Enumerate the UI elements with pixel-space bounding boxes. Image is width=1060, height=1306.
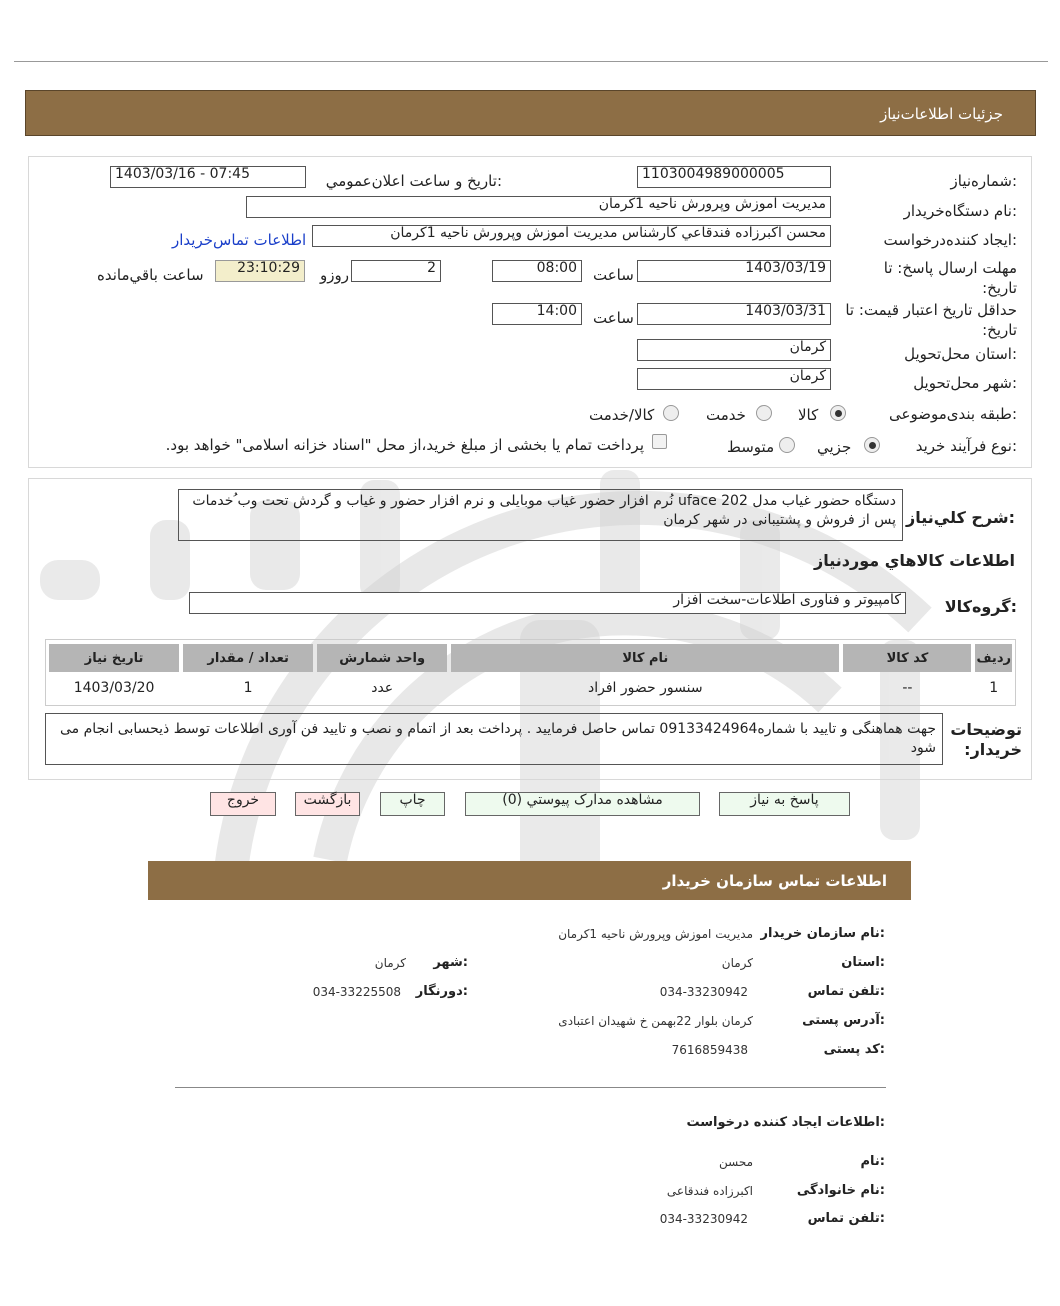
- cell-code: --: [902, 680, 913, 696]
- cell-date: 1403/03/20: [73, 680, 155, 696]
- province-field: كرمان: [637, 339, 831, 361]
- cell-name: سنسور حضور افراد: [588, 680, 703, 696]
- category-option-service: خدمت: [706, 406, 746, 424]
- payment-note: پرداخت تمام يا بخشی از مبلغ خريد،از محل "اسناد خزانه اسلامی" خواهد بود.: [165, 436, 644, 454]
- contact-title: اطلاعات تماس سازمان خریدار: [662, 872, 887, 890]
- cell-row: 1: [989, 680, 999, 696]
- deadline-label: مهلت ارسال پاسخ: تا تاريخ:: [883, 259, 1017, 297]
- announce-field: 1403/03/16 - 07:45: [110, 166, 306, 188]
- notes-field: جهت هماهنگی و تایید با شماره09133424964 تماس حاصل فرمایید . پرداخت بعد از اتمام و نصب و تایید فن آوری اطلاعات توسط ذیحسابی انجام می شود: [45, 713, 943, 765]
- contact-fax-value: 034-33225508: [312, 985, 401, 999]
- cell-unit: عدد: [371, 680, 394, 696]
- category-option-both: كالا/خدمت: [589, 406, 655, 424]
- col-header-date: تاريخ نياز: [49, 644, 179, 672]
- notes-label: توضيحات خريدار:: [950, 720, 1022, 759]
- need-number-field: 1103004989000005: [637, 166, 831, 188]
- col-header-code: كد كالا: [843, 644, 971, 672]
- exit-button[interactable]: خروج: [210, 792, 276, 816]
- contact-divider: [175, 1087, 886, 1088]
- remaining-label: ساعت باقي‌مانده: [97, 266, 204, 284]
- col-header-name: نام كالا: [451, 644, 839, 672]
- col-header-row: رديف: [975, 644, 1012, 672]
- deadline-date-field: 1403/03/19: [637, 260, 831, 282]
- process-radio-minor[interactable]: [864, 437, 880, 453]
- creator-phone-label: تلفن تماس:: [807, 1211, 885, 1226]
- validity-time-label: ساعت: [593, 309, 634, 327]
- items-table: [45, 640, 1016, 704]
- summary-label: شرح کلي‌نياز:: [906, 508, 1015, 527]
- items-table-header-row: [49, 644, 1012, 672]
- group-field: كامپيوتر و فناوری اطلاعات-سخت افزار: [189, 592, 906, 614]
- treasury-payment-checkbox[interactable]: [652, 434, 667, 449]
- buyer-org-label: نام دستگاه‌خريدار:: [903, 202, 1017, 220]
- city-field: كرمان: [637, 368, 831, 390]
- contact-province-label: استان:: [841, 955, 885, 970]
- contact-phone-value: 034-33230942: [659, 985, 748, 999]
- validity-date-field: 1403/03/31: [637, 303, 831, 325]
- table-row: [49, 676, 1012, 700]
- contact-address-value: کرمان بلوار 22بهمن خ شهیدان اعتبادی: [558, 1014, 753, 1028]
- page-header: [25, 90, 1036, 136]
- city-label: شهر محل‌تحويل:: [913, 374, 1017, 392]
- announce-label: تاریخ و ساعت اعلان‌عمومي:: [325, 172, 502, 190]
- cell-qty: 1: [243, 680, 253, 696]
- deadline-time-label: ساعت: [593, 266, 634, 284]
- category-label: طبقه بندی‌موضوعی:: [889, 405, 1017, 423]
- contact-city-label: شهر:: [433, 955, 468, 970]
- contact-postal-label: کد پستی:: [823, 1042, 885, 1057]
- validity-label: حداقل تاريخ اعتبار قيمت: تا تاريخ:: [845, 301, 1017, 339]
- creator-phone-value: 034-33230942: [659, 1212, 748, 1226]
- remaining-time-field: 23:10:29: [215, 260, 305, 282]
- deadline-time-field: 08:00: [492, 260, 582, 282]
- contact-fax-label: دورنگار:: [415, 984, 468, 999]
- col-header-qty: تعداد / مقدار: [183, 644, 313, 672]
- contact-postal-value: 7616859438: [671, 1043, 748, 1057]
- contact-phone-label: تلفن تماس:: [807, 984, 885, 999]
- category-radio-both[interactable]: [663, 405, 679, 421]
- process-label: نوع فرآيند خريد:: [915, 437, 1017, 455]
- contact-province-value: کرمان: [721, 956, 753, 970]
- process-option-minor: جزيي: [817, 438, 852, 456]
- buyer-org-field: مديريت اموزش وپرورش ناحيه 1كرمان: [246, 196, 831, 218]
- contact-org-value: مدیریت اموزش وپرورش ناحیه 1کرمان: [558, 927, 753, 941]
- need-number-label: شماره‌نیاز:: [950, 172, 1017, 190]
- days-label: روزو: [320, 266, 349, 284]
- province-label: استان محل‌تحويل:: [904, 345, 1017, 363]
- process-option-medium: متوسط: [727, 438, 775, 456]
- contact-header: [148, 861, 911, 900]
- category-radio-goods[interactable]: [830, 405, 846, 421]
- creator-name-label: نام:: [860, 1154, 885, 1169]
- items-title: اطلاعات كالاهاي موردنياز: [814, 551, 1015, 570]
- back-button[interactable]: بازگشت: [295, 792, 360, 816]
- page-title: جزئیات اطلاعات‌نیاز: [880, 105, 1003, 123]
- creator-label: ايجاد كننده‌درخواست:: [883, 231, 1017, 249]
- attachments-button[interactable]: مشاهده مدارک پيوستي (0): [465, 792, 700, 816]
- process-radio-medium[interactable]: [779, 437, 795, 453]
- days-field: 2: [351, 260, 441, 282]
- creator-name-value: محسن: [718, 1155, 753, 1169]
- reply-button[interactable]: پاسخ به نياز: [719, 792, 850, 816]
- category-option-goods: كالا: [798, 406, 819, 424]
- print-button[interactable]: چاپ: [380, 792, 445, 816]
- top-divider: [14, 61, 1048, 62]
- contact-org-label: نام سازمان خریدار:: [760, 926, 885, 941]
- group-label: گروه‌كالا:: [944, 597, 1017, 616]
- summary-field: دستگاه حضور غیاب مدل uface 202 نُرم افزار حضور غیاب موبایلی و نرم افزار حضور و غیاب و گردش تحت وب ُخدمات پس از فروش و پشتیبانی در شهر کرمان: [178, 489, 903, 541]
- creator-info-title: اطلاعات ایجاد کننده درخواست:: [686, 1115, 885, 1130]
- validity-time-field: 14:00: [492, 303, 582, 325]
- creator-field: محسن اكبرزاده فندقاعي كارشناس مديريت اموزش وپرورش ناحيه 1كرمان: [312, 225, 831, 247]
- category-radio-service[interactable]: [756, 405, 772, 421]
- contact-address-label: آدرس پستی:: [802, 1013, 885, 1028]
- contact-city-value: کرمان: [374, 956, 406, 970]
- col-header-unit: واحد شمارش: [317, 644, 447, 672]
- contact-buyer-link[interactable]: اطلاعات تماس‌خريدار: [172, 231, 307, 249]
- creator-family-value: اکبرزاده فندقاعی: [666, 1184, 753, 1198]
- creator-family-label: نام خانوادگی:: [796, 1183, 885, 1198]
